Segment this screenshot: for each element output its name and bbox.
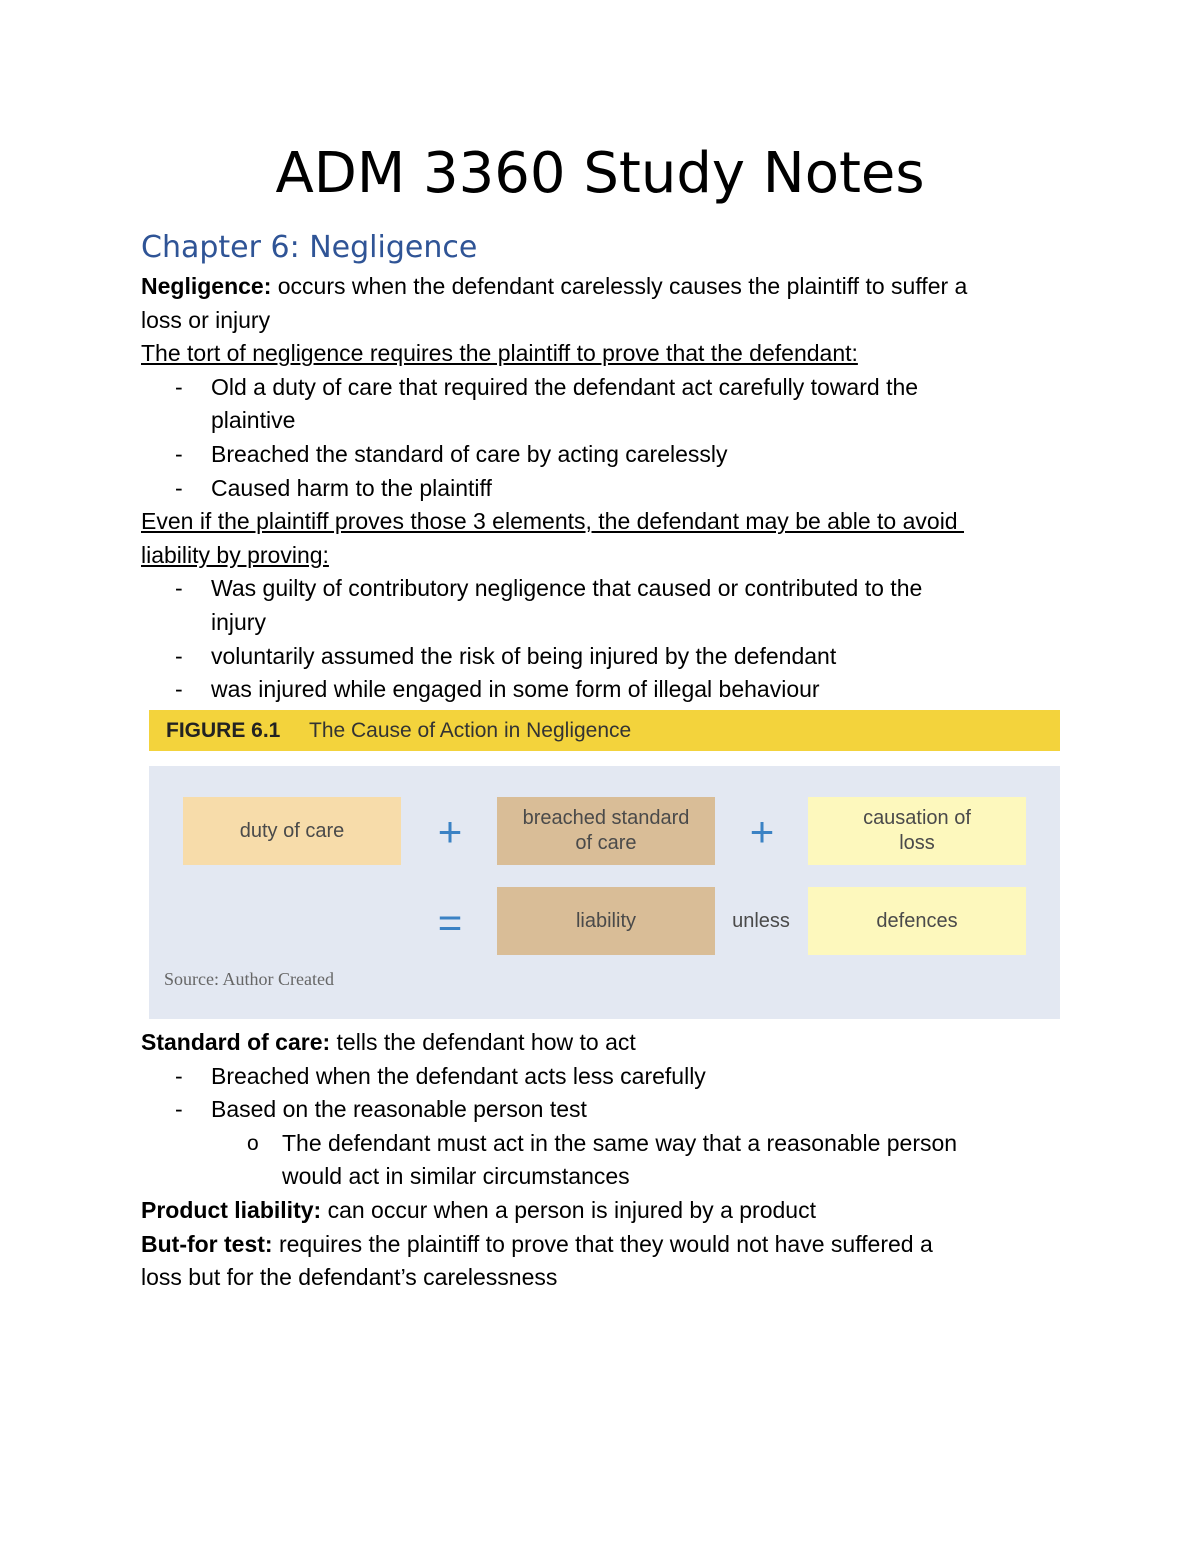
notes-section-1	[141, 270, 1061, 707]
butfor-definition-cont: loss but for the defendant’s carelessness	[141, 1264, 558, 1291]
product-term: Product liability:	[141, 1196, 322, 1223]
standard-sub-item-cont	[141, 1160, 1061, 1194]
list-item-text: injury	[211, 608, 266, 635]
figure-header	[149, 710, 1060, 751]
figure-body	[149, 766, 1060, 1019]
circle-bullet-icon: o	[247, 1131, 259, 1155]
standard-text: tells the defendant how to act	[330, 1029, 636, 1055]
defence-heading: Even if the plaintiff proves those 3 elements, the defendant may be able to avoid	[141, 508, 964, 535]
list-item-text: Caused harm to the plaintiff	[211, 474, 492, 501]
box-label-line: breached standard	[522, 807, 690, 829]
figure-6-1	[149, 710, 1060, 1019]
document-title: ADM 3360 Study Notes	[275, 141, 925, 206]
dash-marker: -	[175, 1096, 183, 1123]
defence-list-item	[141, 572, 1061, 606]
box-defences	[808, 887, 1026, 955]
figure-title: The Cause of Action in Negligence	[309, 719, 632, 742]
list-item-text: Breached the standard of care by acting carelessly	[211, 440, 728, 467]
plus-icon: +	[749, 808, 775, 855]
list-item-text: Breached when the defendant acts less carefully	[211, 1062, 706, 1089]
product-text: can occur when a person is injured by a product	[321, 1196, 816, 1223]
list-item-text: The defendant must act in the same way that a reasonable person	[282, 1129, 958, 1156]
standard-list-item	[141, 1060, 1061, 1094]
box-label: duty of care	[239, 819, 345, 842]
product-liability-definition	[141, 1194, 1061, 1228]
negligence-text: occurs when the defendant carelessly causes the plaintiff to suffer a	[271, 273, 968, 299]
list-item-text: plaintive	[211, 407, 296, 434]
dash-marker: -	[175, 575, 183, 602]
list-item-text: voluntarily assumed the risk of being injured by the defendant	[211, 642, 837, 669]
plus-icon: +	[437, 808, 463, 855]
dash-marker: -	[175, 440, 183, 467]
box-duty-of-care	[183, 797, 401, 865]
negligence-definition-cont: loss or injury	[141, 306, 271, 333]
equals-icon: =	[437, 899, 463, 946]
defence-list-item	[141, 673, 1061, 707]
box-label-line: causation of	[863, 807, 971, 829]
box-label	[523, 806, 690, 856]
dash-marker: -	[175, 474, 183, 501]
tort-list-item	[141, 472, 1061, 506]
negligence-definition	[141, 270, 1061, 304]
chapter-heading: Chapter 6: Negligence	[141, 230, 478, 265]
dash-marker: -	[175, 373, 183, 400]
standard-term: Standard of care:	[141, 1029, 331, 1055]
box-label-line: loss	[899, 832, 935, 854]
tort-list-item	[141, 371, 1061, 405]
tort-heading: The tort of negligence requires the plaintiff to prove that the defendant:	[141, 340, 858, 367]
list-item-text: Was guilty of contributory negligence that caused or contributed to the	[211, 575, 923, 602]
butfor-term: But-for test:	[141, 1230, 273, 1257]
butfor-text: requires the plaintiff to prove that they would not have suffered a	[272, 1230, 933, 1257]
figure-source: Source: Author Created	[164, 969, 334, 989]
figure-number: FIGURE 6.1	[166, 719, 281, 742]
list-item-text: Based on the reasonable person test	[211, 1096, 587, 1123]
box-label	[863, 806, 971, 856]
standard-sub-item	[141, 1127, 1061, 1161]
dash-marker: -	[175, 1062, 183, 1089]
box-breached-standard	[497, 797, 715, 865]
list-item-text: was injured while engaged in some form of illegal behaviour	[211, 676, 820, 703]
negligence-term: Negligence:	[141, 273, 272, 299]
defence-list-item-cont	[141, 606, 1061, 640]
standard-list-item	[141, 1093, 1061, 1127]
defence-heading-cont: liability by proving:	[141, 541, 329, 568]
list-item-text: Old a duty of care that required the defendant act carefully toward the	[211, 373, 919, 400]
box-label: liability	[575, 909, 637, 932]
dash-marker: -	[175, 676, 183, 703]
box-liability	[497, 887, 715, 955]
box-causation-of-loss	[808, 797, 1026, 865]
dash-marker: -	[175, 642, 183, 669]
butfor-definition	[141, 1228, 1061, 1262]
tort-list-item-cont	[141, 404, 1061, 438]
standard-definition	[141, 1026, 1061, 1060]
box-label: defences	[876, 909, 958, 932]
list-item-text: would act in similar circumstances	[282, 1163, 630, 1190]
defence-list-item	[141, 640, 1061, 674]
box-label-line: of care	[575, 832, 637, 854]
notes-section-2	[141, 1026, 1061, 1295]
tort-list-item	[141, 438, 1061, 472]
unless-label: unless	[732, 910, 790, 932]
